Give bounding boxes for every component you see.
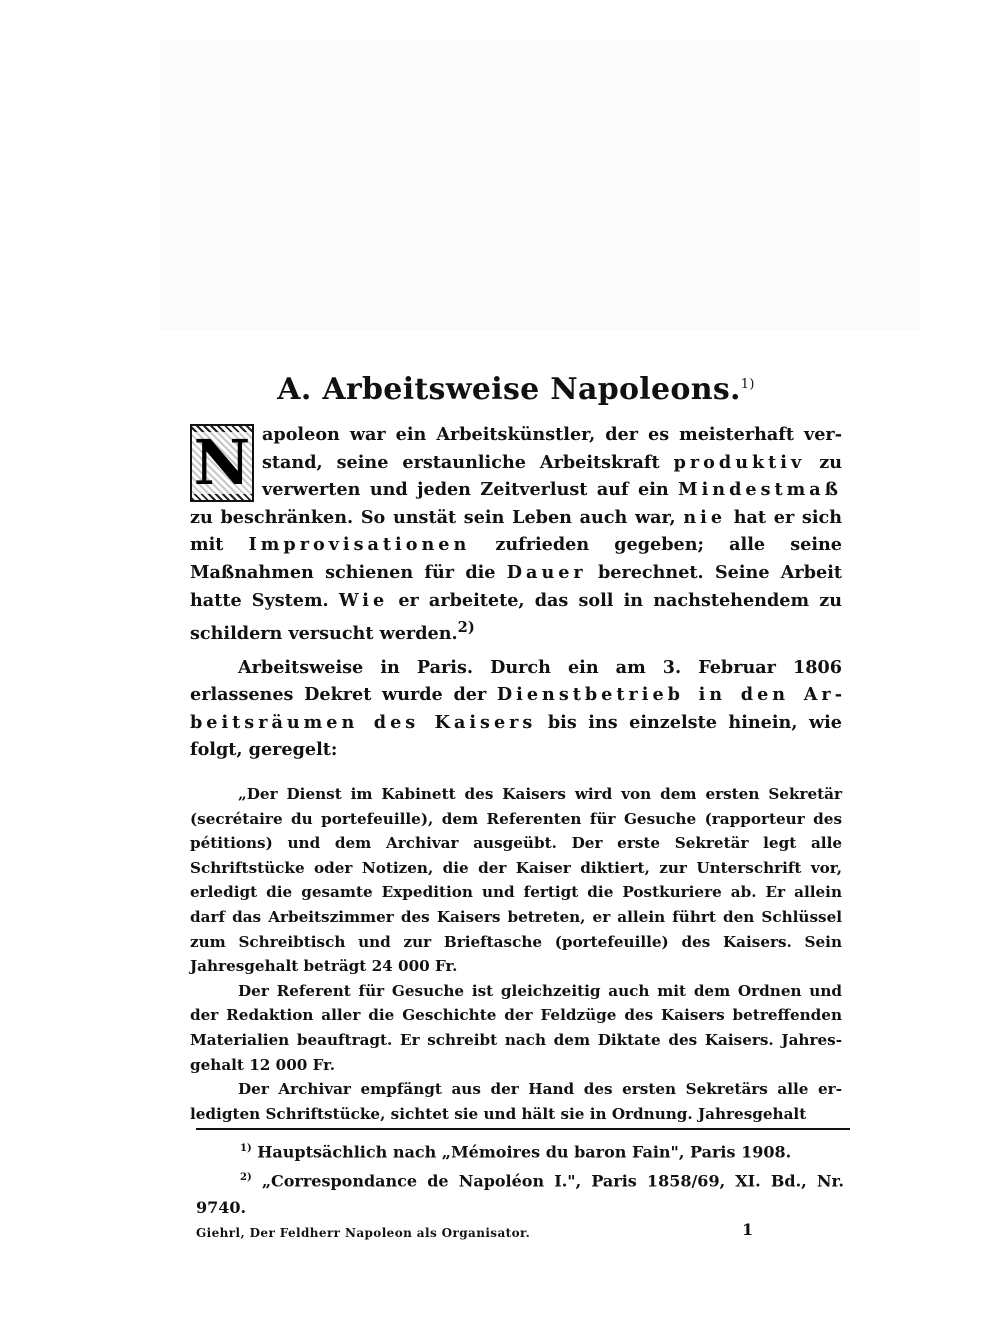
intro-text-3: zu beschränken. So unstät sein Leben auch war, bbox=[190, 506, 684, 528]
page-number: 1 bbox=[742, 1220, 754, 1239]
intro-text-2: zu verwerten und jeden Zeitverlust auf ein bbox=[262, 451, 842, 501]
intro-text-6: berechnet. Seine Arbeit hatte System. bbox=[190, 561, 843, 611]
intro-emphasis-5: Dauer bbox=[506, 561, 587, 583]
intro-emphasis-1: produktiv bbox=[673, 451, 806, 473]
intro-emphasis-6: Wie bbox=[338, 589, 389, 611]
decree-quote bbox=[190, 782, 842, 1126]
section-paragraph bbox=[190, 654, 842, 764]
scan-background-shade bbox=[160, 40, 920, 330]
chapter-title bbox=[190, 372, 842, 407]
quote-paragraph-3: Der Archivar empfängt aus der Hand des ersten Sekretärs alle erledigten Schriftstücke, sichtet sie und hält sie in Ordnung. Jahresgehalt bbox=[190, 1080, 842, 1123]
decorative-initial bbox=[190, 424, 254, 502]
intro-emphasis-3: nie bbox=[683, 506, 727, 528]
intro-text-4: hat er sich mit bbox=[190, 506, 843, 556]
book-imprint: Giehrl, Der Feldherr Napoleon als Organisator. bbox=[196, 1226, 531, 1240]
section-heading: Arbeitsweise in Paris. bbox=[238, 656, 473, 678]
chapter-footnote-ref: 1) bbox=[740, 377, 755, 392]
intro-emphasis-2: Mindestmaß bbox=[678, 479, 842, 501]
intro-footnote-ref: 2) bbox=[457, 619, 475, 637]
chapter-title-text: A. Arbeitsweise Napoleons. bbox=[277, 372, 741, 407]
footnote-1-mark: 1) bbox=[240, 1143, 252, 1154]
section-emphasis: Dienstbetrieb in den Arbeitsräumen des Kaisers bbox=[190, 684, 842, 733]
intro-paragraph bbox=[190, 421, 842, 648]
footnote-1 bbox=[196, 1136, 844, 1165]
footnote-divider bbox=[196, 1128, 850, 1130]
initial-letter: N bbox=[193, 426, 251, 499]
footnote-2-text: „Correspondance de Napoléon I.", Paris 1858/69, XI. Bd., Nr. 9740. bbox=[196, 1171, 844, 1217]
page-content bbox=[190, 360, 842, 1126]
intro-emphasis-4: Improvisationen bbox=[248, 534, 471, 556]
section-text-1: Durch ein am 3. Februar 1806 erlassenes Dekret wurde der bbox=[190, 656, 842, 706]
intro-text-5: zufrieden gegeben; alle seine Maßnahmen schienen für die bbox=[190, 534, 842, 583]
section-text-2: bis ins einzelste hinein, wie folgt, geregelt: bbox=[190, 711, 842, 761]
footnote-1-text: Hauptsächlich nach „Mémoires du baron Fain", Paris 1908. bbox=[251, 1142, 792, 1162]
footnotes bbox=[196, 1136, 844, 1221]
footnote-2 bbox=[196, 1165, 844, 1220]
intro-text-1: apoleon war ein Arbeitskünstler, der es meisterhaft verstand, seine erstaunliche Arbeitskraft bbox=[262, 424, 842, 473]
intro-text-7: er arbeitete, das soll in nachstehendem zu schildern versucht werden. bbox=[190, 589, 842, 645]
quote-paragraph-2: Der Referent für Gesuche ist gleichzeitig auch mit dem Ordnen und der Redaktion aller die Geschichte der Feldzüge des Kaisers betreffenden Materialien beauftragt. Er schreibt nach dem Diktate des Kaisers. Jahresgehalt 12 000 Fr. bbox=[190, 981, 842, 1074]
footnote-2-mark: 2) bbox=[240, 1172, 252, 1184]
quote-paragraph-1: „Der Dienst im Kabinett des Kaisers wird von dem ersten Sekretär (secrétaire du portefeuille), dem Referenten für Gesuche (rapporteur des pétitions) und dem Archivar ausgeübt. Der erste Sekretär legt alle Schriftstücke oder Notizen, die der Kaiser diktiert, zur Unterschrift vor, erledigt die gesamte Expedition und fertigt die Postkuriere ab. Er allein darf das Arbeitszimmer des Kaisers betreten, er allein führt den Schlüssel zum Schreibtisch und zur Brieftasche (portefeuille) des Kaisers. Sein Jahresgehalt beträgt 24 000 Fr. bbox=[190, 784, 842, 976]
